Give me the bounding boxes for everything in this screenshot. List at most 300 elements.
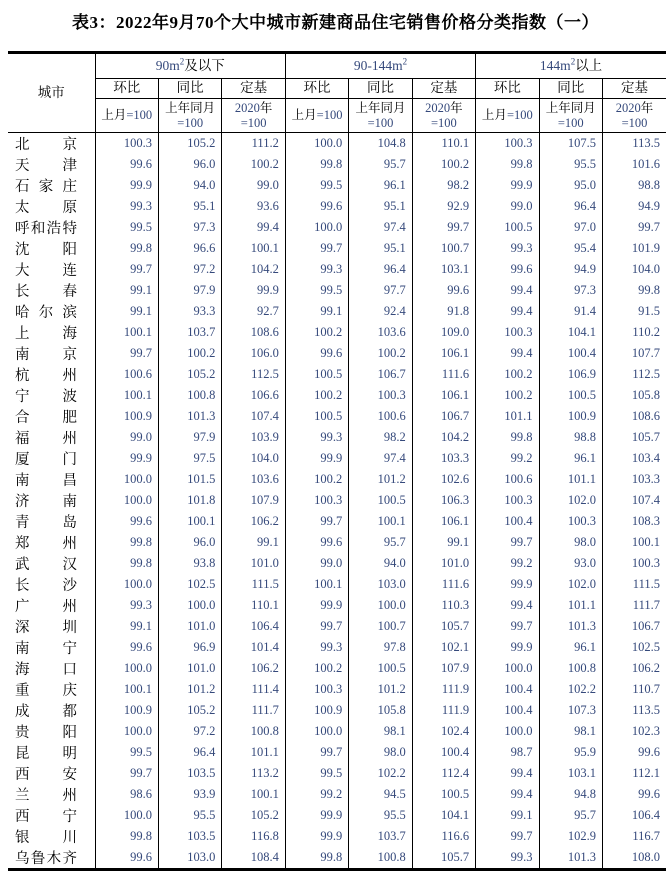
value-cell: 110.1 (412, 133, 475, 155)
table-row (8, 427, 666, 448)
value-cell: 91.5 (602, 301, 666, 322)
value-cell: 99.9 (285, 805, 348, 826)
table-row (8, 616, 666, 637)
value-cell: 103.1 (539, 763, 602, 784)
value-cell: 111.9 (412, 679, 475, 700)
value-cell: 99.9 (285, 826, 348, 847)
value-cell: 103.0 (158, 847, 221, 870)
table-row (8, 175, 666, 196)
value-cell: 100.0 (285, 217, 348, 238)
value-cell: 100.2 (285, 658, 348, 679)
value-cell: 99.7 (285, 511, 348, 532)
value-cell: 96.4 (349, 259, 412, 280)
value-cell: 99.6 (95, 847, 158, 870)
value-cell: 106.1 (412, 511, 475, 532)
value-cell: 98.7 (476, 742, 539, 763)
value-cell: 99.1 (476, 805, 539, 826)
city-name: 贵阳 (15, 725, 77, 741)
value-cell: 94.9 (602, 196, 666, 217)
value-cell: 104.1 (412, 805, 475, 826)
value-cell: 93.8 (158, 553, 221, 574)
city-cell (8, 406, 95, 427)
value-cell: 100.8 (158, 385, 221, 406)
value-cell: 102.1 (412, 637, 475, 658)
value-cell: 100.5 (412, 784, 475, 805)
city-cell (8, 322, 95, 343)
table-row (8, 553, 666, 574)
value-cell: 95.1 (158, 196, 221, 217)
value-cell: 113.5 (602, 700, 666, 721)
value-cell: 111.7 (602, 595, 666, 616)
table-row (8, 448, 666, 469)
value-cell: 97.4 (349, 217, 412, 238)
value-cell: 99.8 (476, 154, 539, 175)
value-cell: 99.4 (476, 763, 539, 784)
value-cell: 101.1 (476, 406, 539, 427)
value-cell: 97.2 (158, 259, 221, 280)
value-cell: 99.2 (476, 553, 539, 574)
value-cell: 100.1 (158, 511, 221, 532)
value-cell: 98.2 (412, 175, 475, 196)
city-name: 兰州 (15, 788, 77, 804)
value-cell: 108.0 (602, 847, 666, 870)
value-cell: 100.2 (476, 385, 539, 406)
base-header: 上月=100 (476, 99, 539, 133)
city-name: 郑州 (15, 536, 77, 552)
value-cell: 99.9 (476, 574, 539, 595)
table-row (8, 469, 666, 490)
value-cell: 100.1 (349, 511, 412, 532)
base-header: 2020年 =100 (412, 99, 475, 133)
value-cell: 101.3 (158, 406, 221, 427)
value-cell: 101.1 (539, 469, 602, 490)
value-cell: 111.4 (222, 679, 285, 700)
group-header: $90m^2$及以下 (95, 53, 285, 79)
value-cell: 101.4 (222, 637, 285, 658)
value-cell: 100.2 (349, 343, 412, 364)
value-cell: 96.0 (158, 532, 221, 553)
city-cell (8, 217, 95, 238)
value-cell: 97.4 (349, 448, 412, 469)
value-cell: 100.3 (285, 679, 348, 700)
table-row (8, 154, 666, 175)
value-cell: 111.5 (602, 574, 666, 595)
table-header (8, 53, 666, 133)
value-cell: 99.1 (95, 280, 158, 301)
city-name: 银川 (15, 830, 77, 846)
value-cell: 100.8 (222, 721, 285, 742)
value-cell: 99.0 (285, 553, 348, 574)
value-cell: 99.4 (476, 784, 539, 805)
value-cell: 99.2 (285, 784, 348, 805)
value-cell: 100.3 (349, 385, 412, 406)
value-cell: 93.9 (158, 784, 221, 805)
value-cell: 95.5 (349, 805, 412, 826)
value-cell: 99.9 (222, 280, 285, 301)
city-name: 济南 (15, 494, 77, 510)
value-cell: 103.0 (349, 574, 412, 595)
value-cell: 100.9 (539, 406, 602, 427)
value-cell: 100.1 (95, 322, 158, 343)
value-cell: 111.6 (412, 364, 475, 385)
table-row (8, 847, 666, 870)
value-cell: 100.5 (349, 658, 412, 679)
city-cell (8, 742, 95, 763)
value-cell: 99.0 (95, 427, 158, 448)
value-cell: 96.4 (539, 196, 602, 217)
value-cell: 96.1 (539, 637, 602, 658)
value-cell: 105.7 (412, 847, 475, 870)
value-cell: 93.0 (539, 553, 602, 574)
value-cell: 99.9 (476, 637, 539, 658)
city-cell (8, 679, 95, 700)
value-cell: 99.8 (602, 280, 666, 301)
value-cell: 107.4 (602, 490, 666, 511)
value-cell: 101.0 (222, 553, 285, 574)
value-cell: 116.6 (412, 826, 475, 847)
value-cell: 111.2 (222, 133, 285, 155)
value-cell: 105.8 (602, 385, 666, 406)
value-cell: 106.4 (602, 805, 666, 826)
city-name: 深圳 (15, 620, 77, 636)
value-cell: 103.6 (222, 469, 285, 490)
value-cell: 101.2 (349, 469, 412, 490)
value-cell: 100.3 (476, 322, 539, 343)
value-cell: 112.1 (602, 763, 666, 784)
value-cell: 95.1 (349, 238, 412, 259)
value-cell: 103.7 (158, 322, 221, 343)
city-name: 武汉 (15, 557, 77, 573)
value-cell: 102.6 (412, 469, 475, 490)
value-cell: 105.7 (602, 427, 666, 448)
value-cell: 99.0 (222, 175, 285, 196)
value-cell: 103.3 (602, 469, 666, 490)
table-row (8, 385, 666, 406)
city-name: 宁波 (15, 389, 77, 405)
base-header: 上年同月 =100 (158, 99, 221, 133)
metric-header: 定基 (222, 79, 285, 99)
value-cell: 112.5 (602, 364, 666, 385)
value-cell: 100.4 (476, 511, 539, 532)
value-cell: 105.2 (158, 700, 221, 721)
metric-header: 定基 (412, 79, 475, 99)
city-cell (8, 196, 95, 217)
value-cell: 105.2 (158, 133, 221, 155)
value-cell: 99.3 (285, 259, 348, 280)
value-cell: 100.0 (476, 721, 539, 742)
value-cell: 95.7 (539, 805, 602, 826)
value-cell: 105.2 (222, 805, 285, 826)
value-cell: 100.0 (349, 595, 412, 616)
value-cell: 100.1 (95, 385, 158, 406)
value-cell: 103.5 (158, 763, 221, 784)
table-row (8, 742, 666, 763)
value-cell: 99.6 (285, 196, 348, 217)
city-cell (8, 448, 95, 469)
value-cell: 100.0 (95, 490, 158, 511)
city-cell (8, 364, 95, 385)
value-cell: 100.9 (285, 700, 348, 721)
value-cell: 101.6 (602, 154, 666, 175)
value-cell: 97.9 (158, 280, 221, 301)
value-cell: 98.1 (349, 721, 412, 742)
table-row (8, 658, 666, 679)
table-row (8, 217, 666, 238)
value-cell: 94.0 (349, 553, 412, 574)
city-cell (8, 553, 95, 574)
value-cell: 108.3 (602, 511, 666, 532)
city-cell (8, 763, 95, 784)
value-cell: 110.3 (412, 595, 475, 616)
value-cell: 106.3 (412, 490, 475, 511)
value-cell: 100.0 (285, 721, 348, 742)
city-name: 大连 (15, 263, 77, 279)
value-cell: 99.1 (222, 532, 285, 553)
value-cell: 99.3 (285, 637, 348, 658)
value-cell: 107.9 (412, 658, 475, 679)
value-cell: 92.4 (349, 301, 412, 322)
city-name: 青岛 (15, 515, 77, 531)
value-cell: 113.5 (602, 133, 666, 155)
table-row (8, 700, 666, 721)
value-cell: 100.3 (476, 133, 539, 155)
value-cell: 100.4 (476, 700, 539, 721)
value-cell: 101.0 (158, 658, 221, 679)
value-cell: 99.6 (412, 280, 475, 301)
city-cell (8, 532, 95, 553)
base-header: 2020年 =100 (222, 99, 285, 133)
value-cell: 100.3 (95, 133, 158, 155)
value-cell: 99.8 (285, 847, 348, 870)
value-cell: 103.7 (349, 826, 412, 847)
city-name: 长沙 (15, 578, 77, 594)
metric-header: 同比 (349, 79, 412, 99)
value-cell: 99.8 (95, 238, 158, 259)
value-cell: 100.1 (95, 679, 158, 700)
value-cell: 110.7 (602, 679, 666, 700)
table-row (8, 637, 666, 658)
value-cell: 91.8 (412, 301, 475, 322)
value-cell: 93.6 (222, 196, 285, 217)
value-cell: 98.0 (349, 742, 412, 763)
value-cell: 106.1 (412, 385, 475, 406)
value-cell: 98.8 (602, 175, 666, 196)
value-cell: 99.5 (285, 280, 348, 301)
value-cell: 100.8 (539, 658, 602, 679)
value-cell: 106.7 (412, 406, 475, 427)
value-cell: 100.2 (158, 343, 221, 364)
value-cell: 99.7 (476, 826, 539, 847)
value-cell: 101.9 (602, 238, 666, 259)
value-cell: 99.3 (285, 427, 348, 448)
value-cell: 108.6 (222, 322, 285, 343)
city-cell (8, 259, 95, 280)
value-cell: 100.2 (285, 322, 348, 343)
group-header: $144m^2$以上 (476, 53, 666, 79)
table-row (8, 826, 666, 847)
value-cell: 99.6 (285, 343, 348, 364)
value-cell: 99.3 (476, 847, 539, 870)
value-cell: 91.4 (539, 301, 602, 322)
value-cell: 100.1 (222, 238, 285, 259)
value-cell: 100.0 (95, 721, 158, 742)
value-cell: 102.3 (602, 721, 666, 742)
value-cell: 100.3 (476, 490, 539, 511)
value-cell: 104.8 (349, 133, 412, 155)
value-cell: 97.7 (349, 280, 412, 301)
value-cell: 116.7 (602, 826, 666, 847)
city-name: 哈尔滨 (15, 305, 77, 321)
value-cell: 107.9 (222, 490, 285, 511)
value-cell: 95.5 (539, 154, 602, 175)
city-name: 上海 (15, 326, 77, 342)
value-cell: 100.8 (349, 847, 412, 870)
city-cell (8, 511, 95, 532)
value-cell: 97.3 (158, 217, 221, 238)
value-cell: 102.5 (158, 574, 221, 595)
city-name: 重庆 (15, 683, 77, 699)
base-header: 上年同月 =100 (539, 99, 602, 133)
value-cell: 99.5 (95, 742, 158, 763)
value-cell: 101.2 (158, 679, 221, 700)
table-row (8, 133, 666, 155)
city-name: 昆明 (15, 746, 77, 762)
value-cell: 107.3 (539, 700, 602, 721)
value-cell: 99.9 (476, 175, 539, 196)
value-cell: 99.1 (95, 301, 158, 322)
city-name: 沈阳 (15, 242, 77, 258)
city-cell (8, 616, 95, 637)
city-cell (8, 805, 95, 826)
value-cell: 110.1 (222, 595, 285, 616)
value-cell: 100.4 (476, 679, 539, 700)
value-cell: 101.2 (349, 679, 412, 700)
value-cell: 100.5 (349, 490, 412, 511)
value-cell: 94.5 (349, 784, 412, 805)
value-cell: 108.4 (222, 847, 285, 870)
value-cell: 99.5 (285, 763, 348, 784)
city-name: 长春 (15, 284, 77, 300)
city-name: 成都 (15, 704, 77, 720)
value-cell: 111.9 (412, 700, 475, 721)
city-cell (8, 826, 95, 847)
city-cell (8, 847, 95, 870)
base-header: 上月=100 (285, 99, 348, 133)
city-cell (8, 637, 95, 658)
value-cell: 99.8 (95, 532, 158, 553)
value-cell: 102.5 (602, 637, 666, 658)
value-cell: 95.4 (539, 238, 602, 259)
value-cell: 103.1 (412, 259, 475, 280)
table-row (8, 490, 666, 511)
value-cell: 107.5 (539, 133, 602, 155)
table-row (8, 238, 666, 259)
value-cell: 112.5 (222, 364, 285, 385)
value-cell: 103.4 (602, 448, 666, 469)
city-cell (8, 280, 95, 301)
value-cell: 110.2 (602, 322, 666, 343)
value-cell: 105.8 (349, 700, 412, 721)
city-cell (8, 385, 95, 406)
value-cell: 95.7 (349, 154, 412, 175)
value-cell: 96.4 (158, 742, 221, 763)
value-cell: 100.7 (412, 238, 475, 259)
value-cell: 100.1 (222, 784, 285, 805)
value-cell: 99.7 (95, 763, 158, 784)
value-cell: 100.6 (476, 469, 539, 490)
value-cell: 102.4 (412, 721, 475, 742)
value-cell: 92.7 (222, 301, 285, 322)
value-cell: 92.9 (412, 196, 475, 217)
value-cell: 99.3 (476, 238, 539, 259)
city-cell (8, 238, 95, 259)
value-cell: 99.6 (476, 259, 539, 280)
table-row (8, 805, 666, 826)
base-header: 上年同月 =100 (349, 99, 412, 133)
value-cell: 99.7 (285, 238, 348, 259)
metric-header: 环比 (285, 79, 348, 99)
value-cell: 100.0 (95, 469, 158, 490)
value-cell: 100.0 (476, 658, 539, 679)
city-cell (8, 343, 95, 364)
city-name: 广州 (15, 599, 77, 615)
base-header: 2020年 =100 (602, 99, 666, 133)
value-cell: 99.8 (476, 427, 539, 448)
value-cell: 94.8 (539, 784, 602, 805)
city-name: 石家庄 (15, 179, 77, 195)
value-cell: 94.9 (539, 259, 602, 280)
value-cell: 102.2 (539, 679, 602, 700)
city-name: 合肥 (15, 410, 77, 426)
value-cell: 102.0 (539, 574, 602, 595)
value-cell: 111.7 (222, 700, 285, 721)
table-row (8, 280, 666, 301)
value-cell: 93.3 (158, 301, 221, 322)
value-cell: 100.4 (412, 742, 475, 763)
value-cell: 95.9 (539, 742, 602, 763)
table-row (8, 532, 666, 553)
value-cell: 100.0 (95, 658, 158, 679)
value-cell: 112.4 (412, 763, 475, 784)
value-cell: 99.6 (95, 511, 158, 532)
value-cell: 104.2 (412, 427, 475, 448)
value-cell: 100.3 (285, 490, 348, 511)
value-cell: 96.0 (158, 154, 221, 175)
city-name: 西宁 (15, 809, 77, 825)
value-cell: 100.9 (95, 406, 158, 427)
value-cell: 100.3 (539, 511, 602, 532)
value-cell: 106.7 (602, 616, 666, 637)
value-cell: 108.6 (602, 406, 666, 427)
city-column-header: 城市 (8, 53, 95, 133)
city-cell (8, 175, 95, 196)
value-cell: 95.0 (539, 175, 602, 196)
value-cell: 101.1 (222, 742, 285, 763)
value-cell: 106.6 (222, 385, 285, 406)
city-name: 南宁 (15, 641, 77, 657)
value-cell: 100.0 (95, 574, 158, 595)
value-cell: 106.2 (602, 658, 666, 679)
value-cell: 100.3 (602, 553, 666, 574)
city-cell (8, 469, 95, 490)
table-row (8, 406, 666, 427)
value-cell: 100.2 (412, 154, 475, 175)
value-cell: 100.5 (285, 406, 348, 427)
value-cell: 99.1 (95, 616, 158, 637)
city-name: 太原 (15, 200, 77, 216)
table-row (8, 343, 666, 364)
value-cell: 99.6 (602, 784, 666, 805)
